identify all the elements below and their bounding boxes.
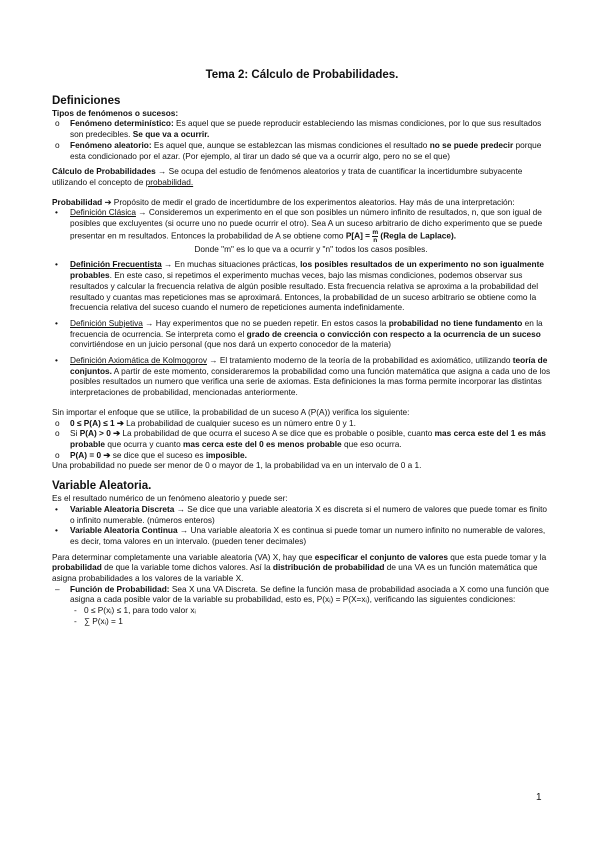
hollow-bullet-icon: o	[55, 118, 60, 129]
laplace-fraction: $\frac{m}{n}$	[372, 228, 379, 244]
paragraph-distribucion: Para determinar completamente una variable aleatoria (VA) X, hay que especificar el conjunto de valores que esta puede tomar y la probabilidad de que la variable tome dichos valores. Así la distribución de probabilidad de una VA es un función matemática que asigna probabilidades a los valores de la variable X.	[52, 551, 547, 584]
list-item-continua: • Variable Aleatoria Continua → Una variable aleatoria X es continua si puede tomar un numero infinito no numerable de valores, es decir, toma valores en un intervalo. (pueden tener decimales)	[55, 525, 546, 546]
list-item-condition: - 0 ≤ P(xᵢ) ≤ 1, para todo valor xᵢ	[74, 605, 196, 616]
bullet-icon: •	[55, 525, 58, 536]
list-item: o Fenómeno aleatorio: Es aquel que, aunque se establezcan las mismas condiciones el resultado no se puede predecir porque esta condicionado por el azar. (Por ejemplo, al tirar un dado sé que va a ocurrir algo, pero no se el que)	[55, 139, 542, 161]
hollow-bullet-icon: o	[55, 417, 60, 428]
paragraph-probabilidad: Probabilidad ➔ Propósito de medir el grado de incertidumbre de los experimentos aleatorios. Hay más de una interpretación:	[52, 196, 515, 207]
bullet-icon: •	[55, 317, 58, 328]
list-item: o P(A) = 0 ➔ se dice que el suceso es imposible.	[55, 449, 247, 460]
list-item-funcion: – Función de Probabilidad: Sea X una VA Discreta. Se define la función masa de probabilidad asociada a X como una función que asigna a cada posible valor de la variable su probabilidad, esto es, P(xᵢ) = P(X=xᵢ), verificando las siguientes condiciones:	[55, 583, 550, 605]
paragraph-calculo: Cálculo de Probabilidades → Se ocupa del estudio de fenómenos aleatorios y trata de cuantificar la incertidumbre subyacente utilizando el concepto de probabilidad.	[52, 166, 523, 187]
dash-bullet-icon: -	[74, 615, 77, 626]
dash-bullet-icon: -	[74, 605, 77, 616]
subheading-tipos: Tipos de fenómenos o sucesos:	[52, 107, 179, 118]
list-item-frecuentista: • Definición Frecuentista → En muchas situaciones prácticas, los posibles resultados de un experimento no son igualmente probables. En este caso, si repetimos el experimento muchas veces, bajo las mismas condiciones, podemos observar sus resultados y calcular la frecuencia relativa de algún posible resultado. Esta frecuencia relativa se aproxima a la probabilidad del resultado y cuantas mas repeticiones mas se aproximará. Entonces, la probabilidad de un suceso arbitrario se obtiene como la frecuencia relativa del suceso cuando el numero de repeticiones aumenta indefinidamente.	[55, 259, 544, 313]
bullet-icon: •	[55, 503, 58, 514]
list-item-axiomatica: • Definición Axiomática de Kolmogorov → El tratamiento moderno de la teoría de la probabilidad es axiomático, utilizando teoría de conjuntos. A partir de este momento, consideraremos la probabilidad como una función matemática que asigna a cada uno de los posibles resultados un numero que verifica una serie de axiomas. Esta definiciones la mas forma permite incorporar las distintas interpretaciones de probabilidad, mencionadas anteriormente.	[55, 355, 551, 398]
list-item: o Si P(A) > 0 ➔ La probabilidad de que ocurra el suceso A se dice que es probable o posible, cuanto mas cerca este del 1 es más probable que ocurra y cuanto mas cerca este del 0 es menos probable que eso ocurra.	[55, 428, 546, 449]
list-item-clasica: • Definición Clásica → Consideremos un experimento en el que son posibles un número infinito de resultados, n, que son igual de posibles que excluyentes (si ocurre uno no puede ocurrir el otro). Sea A un suceso arbitrario de dicho experimento que se puede presentar en m resultados. Entonces la probabilidad de A se obtiene como P[A] = $\frac{m}{n}$ (Regla de Laplace). Donde "m" es lo que va a ocurrir y "n" todos los casos posibles.	[52, 207, 552, 254]
list-item: o Fenómeno determinístico: Es aquel que se puede reproducir estableciendo las mismas condiciones, por lo que sus resultados son predecibles. Se que va a ocurrir.	[55, 118, 542, 140]
hollow-bullet-icon: o	[55, 139, 60, 150]
list-item-subjetiva: • Definición Subjetiva → Hay experimentos que no se pueden repetir. En estos casos la probabilidad no tiene fundamento en la frecuencia de ocurrencia. Se interpreta como el grado de creencia o convicción con respecto a la ocurrencia de un suceso convirtiéndose en un juicio personal (que nos dará un experto conocedor de la materia)	[55, 317, 543, 350]
document-page	[52, 70, 552, 627]
paragraph-propiedades-closing: Una probabilidad no puede ser menor de 0 o mayor de 1, la probabilidad va en un intervalo de 0 a 1.	[52, 460, 422, 471]
list-item: o 0 ≤ P(A) ≤ 1 ➔ La probabilidad de cualquier suceso es un número entre 0 y 1.	[55, 417, 356, 428]
list-item-discreta: • Variable Aleatoria Discreta → Se dice que una variable aleatoria X es discreta si el numero de valores que puede tomar es finito o infinito numerable. (números enteros)	[55, 503, 548, 525]
laplace-note: Donde "m" es lo que va a ocurrir y "n" todos los casos posibles.	[194, 243, 428, 254]
page-title: Tema 2: Cálculo de Probabilidades.	[205, 69, 399, 81]
paragraph-variable-intro: Es el resultado numérico de un fenómeno aleatorio y puede ser:	[52, 493, 288, 504]
list-item-condition: - ∑ P(xᵢ) = 1	[74, 615, 123, 626]
paragraph-propiedades-intro: Sin importar el enfoque que se utilice, la probabilidad de un suceso A (P(A)) verifica los siguiente:	[52, 406, 410, 417]
bullet-icon: •	[55, 355, 58, 366]
section-heading-definiciones: Definiciones	[52, 94, 121, 107]
hollow-bullet-icon: o	[55, 449, 60, 460]
dash-bullet-icon: –	[55, 583, 60, 594]
hollow-bullet-icon: o	[55, 428, 60, 439]
bullet-icon: •	[55, 259, 58, 270]
bullet-icon: •	[55, 207, 58, 218]
section-heading-variable: Variable Aleatoria.	[52, 480, 152, 493]
page-number: 1	[536, 792, 542, 803]
